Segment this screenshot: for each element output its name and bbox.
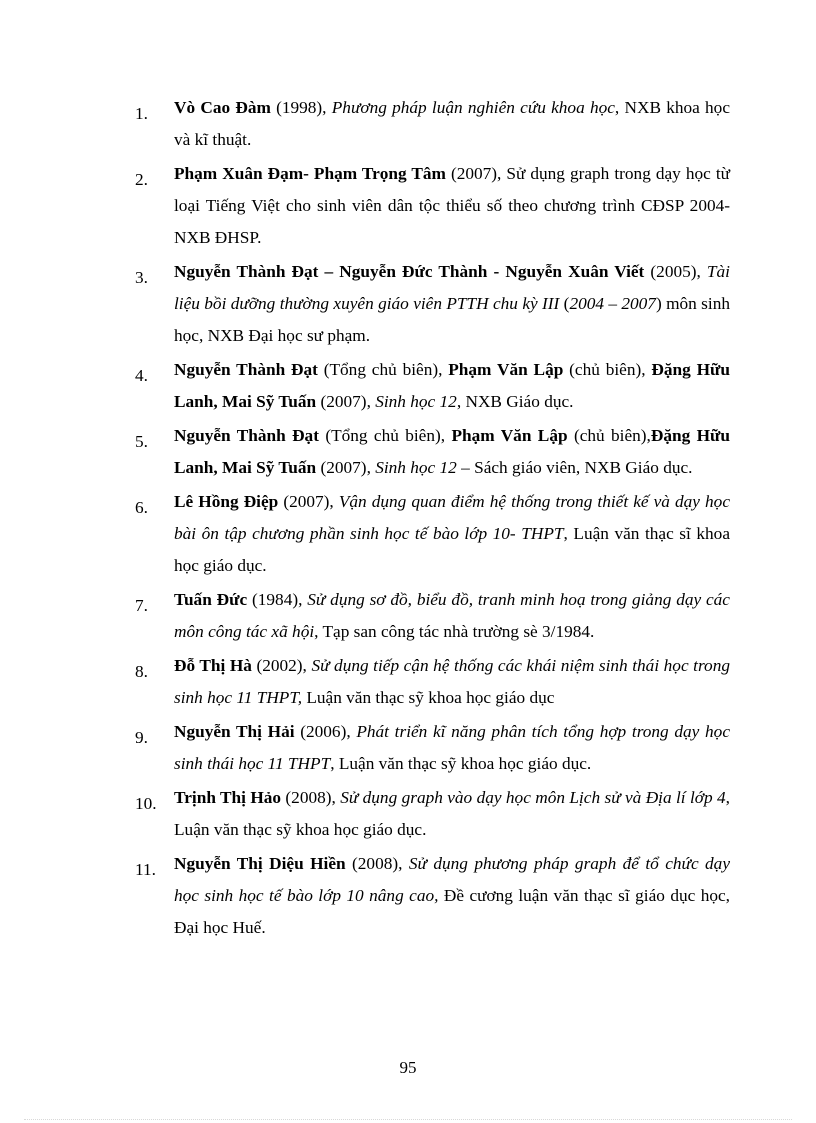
reference-author: Phạm Xuân Đạm- Phạm Trọng Tâm	[174, 164, 446, 183]
reference-item	[132, 92, 730, 156]
reference-text: Luận văn thạc sỹ khoa học giáo dục	[302, 688, 555, 707]
reference-text: (Tổng chủ biên),	[317, 360, 449, 379]
reference-text: (2005),	[644, 262, 707, 281]
reference-text: (2007),	[316, 458, 376, 477]
reference-item	[132, 782, 730, 846]
reference-author: Nguyễn Thị Hải	[174, 722, 295, 741]
reference-author: Nguyễn Thành Đạt	[174, 360, 318, 379]
reference-author: Tuấn Đức	[174, 590, 248, 609]
reference-text: (chủ biên),	[563, 360, 652, 379]
reference-item	[132, 716, 730, 780]
reference-title: Sử dụng graph vào dạy học môn Lịch sử và Địa lí lớp 4	[340, 788, 726, 807]
reference-title: Sinh học 12	[375, 458, 457, 477]
reference-author: Nguyễn Thị Diệu Hiền	[174, 854, 346, 873]
reference-text: , Luận văn thạc sỹ khoa học giáo dục.	[330, 754, 592, 773]
reference-title: Phương pháp luận nghiên cứu khoa học	[331, 98, 615, 117]
reference-text: (1998),	[270, 98, 332, 117]
reference-number: 3.	[135, 268, 148, 287]
reference-item	[132, 584, 730, 648]
reference-number: 7.	[135, 596, 148, 615]
reference-author: Phạm Văn Lập	[451, 426, 568, 445]
reference-text: , Tạp san công tác nhà trường sè 3/1984.	[314, 622, 595, 641]
reference-text: ) môn sinh học, NXB Đại học sư phạm.	[174, 294, 730, 345]
reference-number: 4.	[135, 366, 148, 385]
reference-text: (2007), Sử dụng graph trong dạy học từ loại Tiếng Việt cho sinh viên dân tộc thiểu số theo chương trình CĐSP 2004- NXB ĐHSP.	[174, 164, 730, 247]
reference-number: 6.	[135, 498, 148, 517]
reference-number: 9.	[135, 728, 148, 747]
reference-author: Nguyễn Thành Đạt – Nguyễn Đức Thành - Nguyễn Xuân Viết	[174, 262, 645, 281]
reference-title: Sinh học 12	[375, 392, 457, 411]
reference-text: (2002),	[251, 656, 312, 675]
reference-author: Đặng Hữu Lanh, Mai Sỹ Tuấn	[174, 426, 731, 477]
reference-item	[132, 650, 730, 714]
reference-text: (1984),	[247, 590, 308, 609]
reference-text: (2006),	[294, 722, 357, 741]
reference-author: Phạm Văn Lập	[448, 360, 564, 379]
reference-text: – Sách giáo viên, NXB Giáo dục.	[456, 458, 693, 477]
reference-title: Sử dụng phương pháp graph để tổ chức dạy học sinh học tế bào lớp 10 nâng cao,	[174, 854, 730, 905]
reference-list	[132, 92, 730, 946]
reference-number: 2.	[135, 170, 148, 189]
reference-text: (Tổng chủ biên),	[318, 426, 452, 445]
reference-author: Vò Cao Đàm	[174, 98, 271, 117]
reference-item	[132, 158, 730, 254]
reference-title: Sử dụng sơ đồ, biểu đồ, tranh minh hoạ trong giảng dạy các môn công tác xã hội	[174, 590, 730, 641]
reference-item	[132, 256, 730, 352]
reference-title: Vận dụng quan điểm hệ thống trong thiết kế và dạy học bài ôn tập chương phần sinh học tế bào lớp 10- THPT	[174, 492, 730, 543]
reference-text: (	[559, 294, 570, 313]
reference-author: Đặng Hữu Lanh, Mai Sỹ Tuấn	[174, 360, 731, 411]
reference-title: Phát triển kĩ năng phân tích tổng hợp trong dạy học sinh thái học 11 THPT	[174, 722, 730, 773]
reference-item	[132, 354, 730, 418]
reference-author: Đỗ Thị Hà	[174, 656, 252, 675]
reference-text: , NXB khoa học và kĩ thuật.	[174, 98, 730, 149]
reference-text: Đề cương luận văn thạc sĩ giáo dục học, Đại học Huế.	[174, 886, 730, 937]
reference-title: 2004 – 2007	[569, 294, 656, 313]
reference-author: Nguyễn Thành Đạt	[174, 426, 319, 445]
reference-item	[132, 486, 730, 582]
page-bottom-divider	[24, 1119, 792, 1120]
page-number: 95	[399, 1058, 417, 1077]
reference-number: 10.	[135, 794, 157, 813]
reference-author: Trịnh Thị Hảo	[174, 788, 282, 807]
reference-text: (chủ biên),	[567, 426, 651, 445]
reference-text: , Luận văn thạc sỹ khoa học giáo dục.	[174, 788, 730, 839]
reference-title: Sử dụng tiếp cận hệ thống các khái niệm sinh thái học trong sinh học 11 THPT,	[174, 656, 730, 707]
reference-text: , Luận văn thạc sĩ khoa học giáo dục.	[174, 524, 730, 575]
reference-author: Lê Hồng Điệp	[174, 492, 279, 511]
reference-text: (2007),	[278, 492, 339, 511]
reference-title: Tài liệu bồi dưỡng thường xuyên giáo viên PTTH chu kỳ III	[174, 262, 730, 313]
reference-item	[132, 848, 730, 944]
reference-item	[132, 420, 730, 484]
reference-number: 5.	[135, 432, 148, 451]
reference-text: , NXB Giáo dục.	[456, 392, 574, 411]
reference-number: 11.	[135, 860, 156, 879]
reference-text: (2008),	[281, 788, 341, 807]
reference-text: (2007),	[316, 392, 376, 411]
reference-number: 8.	[135, 662, 148, 681]
reference-text: (2008),	[345, 854, 409, 873]
reference-number: 1.	[135, 104, 148, 123]
